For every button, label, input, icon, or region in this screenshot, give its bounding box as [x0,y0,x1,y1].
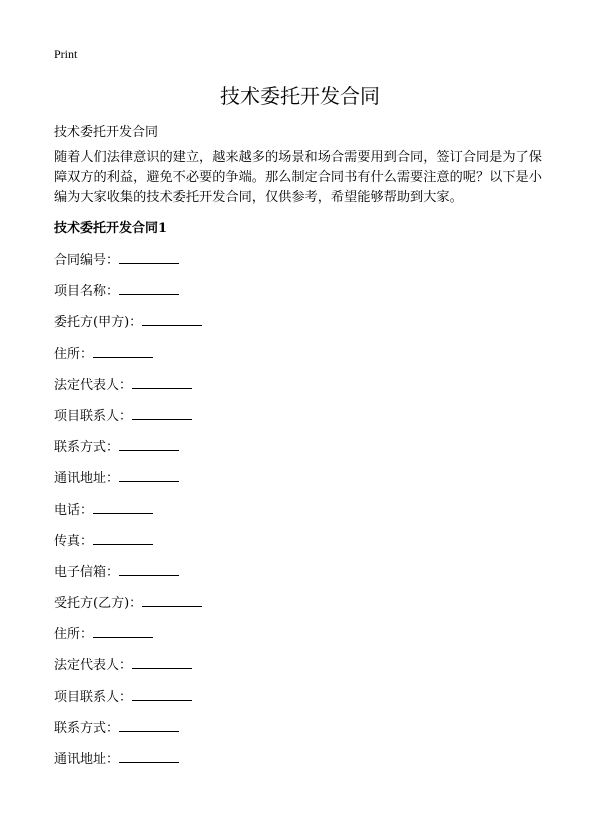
field-label: 项目联系人： [54,689,133,705]
fill-in-blank[interactable] [119,249,179,264]
section-heading: 技术委托开发合同1 [54,221,168,236]
field-address-a [54,343,202,374]
fill-in-blank[interactable] [119,748,179,763]
field-label: 联系方式： [54,720,120,736]
intro-paragraph: 随着人们法律意识的建立，越来越多的场景和场合需要用到合同，签订合同是为了保障双方的利益，避免不必要的争端。那么制定合同书有什么需要注意的呢？以下是小编为大家收集的技术委托开发合同，仅供参考，希望能够帮助到大家。 [54,150,542,205]
field-address-b [54,623,202,654]
field-label: 法定代表人： [54,658,133,674]
fill-in-blank[interactable] [142,311,202,326]
fill-in-blank[interactable] [93,343,153,358]
field-contractor-party-b [54,592,202,623]
field-label: 受托方(乙方)： [54,596,143,612]
fill-in-blank[interactable] [119,561,179,576]
document-subtitle: 技术委托开发合同 [54,125,159,140]
fill-in-blank[interactable] [119,467,179,482]
field-label: 项目名称： [54,284,120,300]
field-project-contact-b [54,686,202,717]
fill-in-blank[interactable] [132,374,192,389]
field-label: 通讯地址： [54,471,120,487]
document-title: 技术委托开发合同 [220,84,380,108]
print-link[interactable]: Print [54,47,78,61]
fill-in-blank[interactable] [119,717,179,732]
field-label: 法定代表人： [54,377,133,393]
fill-in-blank[interactable] [119,280,179,295]
field-label: 传真： [54,533,94,549]
field-email [54,561,202,592]
field-mailing-address-a [54,467,202,498]
fill-in-blank[interactable] [93,623,153,638]
field-legal-rep-a [54,374,202,405]
field-phone [54,499,202,530]
contract-field-list [54,249,202,779]
field-label: 电话： [54,502,94,518]
fill-in-blank[interactable] [132,654,192,669]
field-mailing-address-b [54,748,202,779]
field-legal-rep-b [54,654,202,685]
field-client-party-a [54,311,202,342]
field-contact-method-a [54,436,202,467]
fill-in-blank[interactable] [93,499,153,514]
field-label: 住所： [54,627,94,643]
field-label: 通讯地址： [54,752,120,767]
field-project-contact-a [54,405,202,436]
field-label: 电子信箱： [54,564,120,580]
field-fax [54,530,202,561]
field-label: 住所： [54,346,94,362]
fill-in-blank[interactable] [142,592,202,607]
field-label: 联系方式： [54,440,120,456]
fill-in-blank[interactable] [132,686,192,701]
fill-in-blank[interactable] [93,530,153,545]
fill-in-blank[interactable] [132,405,192,420]
fill-in-blank[interactable] [119,436,179,451]
field-contract-number [54,249,202,280]
field-label: 项目联系人： [54,408,133,424]
field-label: 合同编号： [54,253,120,268]
field-label: 委托方(甲方)： [54,315,143,331]
field-contact-method-b [54,717,202,748]
field-project-name [54,280,202,311]
